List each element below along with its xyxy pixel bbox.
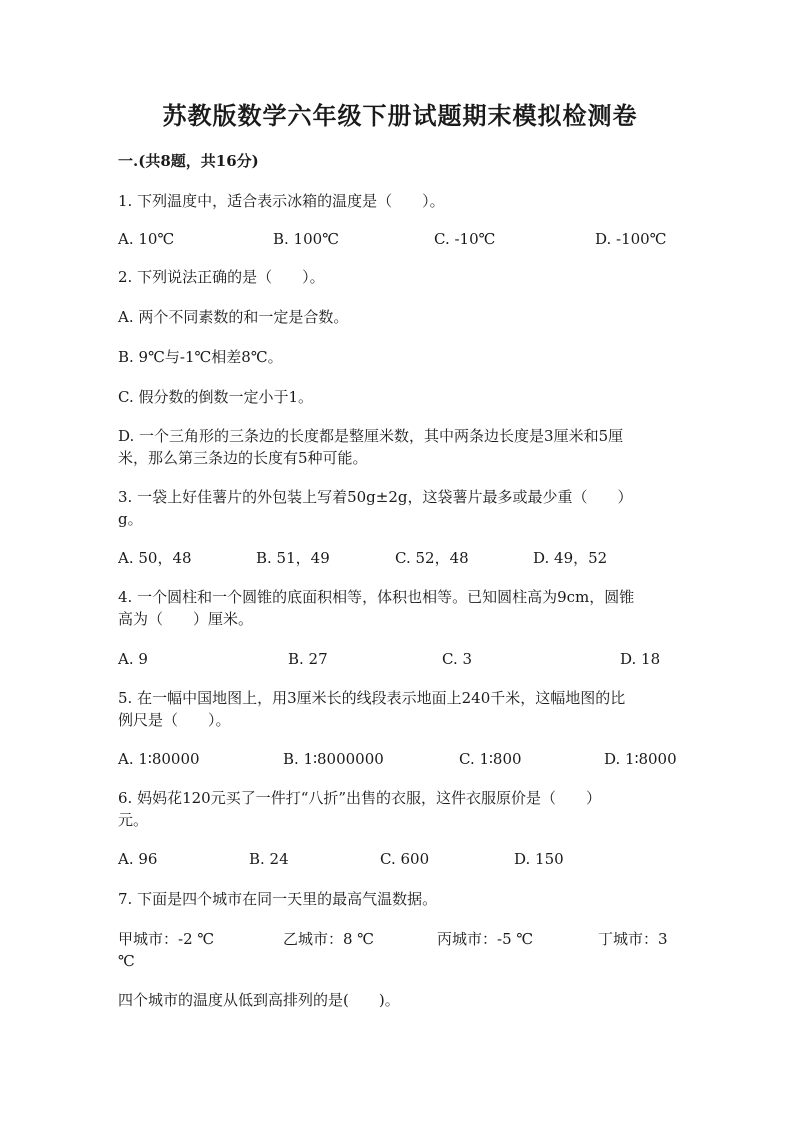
question-4-stem-line1: 4. 一个圆柱和一个圆锥的底面积相等，体积也相等。已知圆柱高为9cm，圆锥	[118, 588, 635, 606]
section-heading: 一.(共8题，共16分)	[118, 152, 259, 170]
q4-option-c: C. 3	[442, 650, 473, 668]
q7-city-ding-unit: ℃	[118, 952, 135, 970]
q7-city-ding: 丁城市：3	[598, 930, 668, 948]
q5-option-d: D. 1∶8000	[604, 750, 677, 768]
question-7-ask: 四个城市的温度从低到高排列的是( )。	[118, 991, 400, 1009]
q2-option-d-line1: D. 一个三角形的三条边的长度都是整厘米数，其中两条边长度是3厘米和5厘	[118, 427, 624, 445]
q3-option-b: B. 51，49	[256, 549, 330, 567]
page-title: 苏教版数学六年级下册试题期末模拟检测卷	[162, 101, 638, 130]
q3-option-a: A. 50，48	[118, 549, 192, 567]
q1-option-b: B. 100℃	[273, 230, 339, 248]
q3-option-c: C. 52，48	[395, 549, 469, 567]
q3-option-d: D. 49，52	[533, 549, 608, 567]
question-3-stem-line2: g。	[118, 510, 143, 528]
question-2-stem: 2. 下列说法正确的是（ ）。	[118, 268, 325, 286]
question-5-stem-line2: 例尺是（ ）。	[118, 711, 231, 729]
q6-option-a: A. 96	[118, 850, 158, 868]
q7-city-bing: 丙城市：-5 ℃	[437, 930, 534, 948]
question-5-stem-line1: 5. 在一幅中国地图上，用3厘米长的线段表示地面上240千米，这幅地图的比	[118, 689, 626, 707]
question-1-stem: 1. 下列温度中，适合表示冰箱的温度是（ ）。	[118, 192, 445, 210]
q6-option-d: D. 150	[514, 850, 564, 868]
q7-city-yi: 乙城市：8 ℃	[283, 930, 375, 948]
q5-option-a: A. 1∶80000	[118, 750, 200, 768]
q4-option-a: A. 9	[118, 650, 148, 668]
q2-option-a: A. 两个不同素数的和一定是合数。	[118, 308, 349, 326]
question-6-stem-line2: 元。	[118, 811, 149, 829]
q4-option-b: B. 27	[288, 650, 328, 668]
q5-option-c: C. 1∶800	[459, 750, 522, 768]
q1-option-d: D. -100℃	[595, 230, 667, 248]
q6-option-b: B. 24	[249, 850, 289, 868]
question-6-stem-line1: 6. 妈妈花120元买了一件打“八折”出售的衣服，这件衣服原价是（ ）	[118, 789, 602, 807]
q2-option-d-line2: 米，那么第三条边的长度有5种可能。	[118, 449, 368, 467]
q2-option-b: B. 9℃与-1℃相差8℃。	[118, 348, 283, 366]
question-7-stem: 7. 下面是四个城市在同一天里的最高气温数据。	[118, 890, 438, 908]
q7-city-jia: 甲城市：-2 ℃	[118, 930, 215, 948]
question-3-stem-line1: 3. 一袋上好佳薯片的外包装上写着50g±2g，这袋薯片最多或最少重（ ）	[118, 488, 633, 506]
q2-option-c: C. 假分数的倒数一定小于1。	[118, 388, 314, 406]
q5-option-b: B. 1∶8000000	[283, 750, 384, 768]
q6-option-c: C. 600	[380, 850, 430, 868]
q1-option-a: A. 10℃	[118, 230, 175, 248]
question-4-stem-line2: 高为（ ）厘米。	[118, 610, 254, 628]
q4-option-d: D. 18	[620, 650, 661, 668]
q1-option-c: C. -10℃	[434, 230, 496, 248]
